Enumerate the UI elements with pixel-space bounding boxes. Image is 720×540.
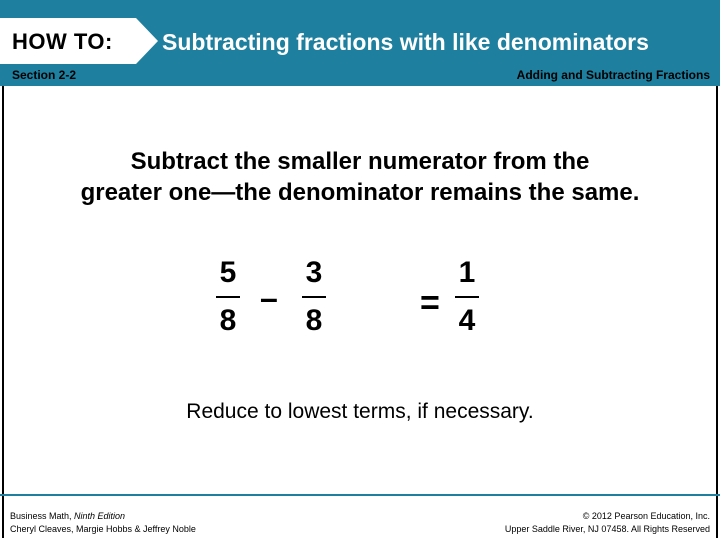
chapter-label: Adding and Subtracting Fractions <box>516 68 710 82</box>
instruction-text <box>0 146 720 208</box>
fraction-minuend-denominator: 8 <box>219 304 237 337</box>
equals-sign: = <box>420 284 440 322</box>
fraction-subtrahend-denominator: 8 <box>305 304 323 337</box>
section-label: Section 2-2 <box>12 68 77 82</box>
book-title-text: Business Math, <box>10 511 75 521</box>
publisher-address: Upper Saddle River, NJ 07458. All Rights Reserved <box>504 524 710 534</box>
fraction-result-denominator: 4 <box>458 304 476 337</box>
fraction-subtrahend-numerator: 3 <box>305 256 323 289</box>
fraction-result <box>452 258 482 336</box>
fraction-result-numerator: 1 <box>458 256 476 289</box>
fraction-subtrahend-bar <box>302 296 326 298</box>
authors: Cheryl Cleaves, Margie Hobbs & Jeffrey Noble <box>10 524 196 534</box>
fraction-minuend-bar <box>216 296 240 298</box>
instruction-line-1: Subtract the smaller numerator from the <box>130 148 590 175</box>
instruction-line-2: greater one—the denominator remains the same. <box>80 179 640 206</box>
minus-sign: – <box>260 280 278 316</box>
footer-right <box>505 510 710 536</box>
footer-divider <box>0 494 720 496</box>
copyright: © 2012 Pearson Education, Inc. <box>582 511 710 521</box>
book-title <box>10 510 196 523</box>
howto-label: HOW TO: <box>12 29 113 54</box>
fraction-subtrahend <box>299 258 329 336</box>
book-edition: Ninth Edition <box>74 511 126 521</box>
footer-left <box>10 510 196 536</box>
slide-title: Subtracting fractions with like denominators <box>162 29 649 55</box>
fraction-minuend <box>213 258 243 336</box>
fraction-minuend-numerator: 5 <box>219 256 237 289</box>
reduce-note: Reduce to lowest terms, if necessary. <box>186 400 534 423</box>
fraction-result-bar <box>455 296 479 298</box>
